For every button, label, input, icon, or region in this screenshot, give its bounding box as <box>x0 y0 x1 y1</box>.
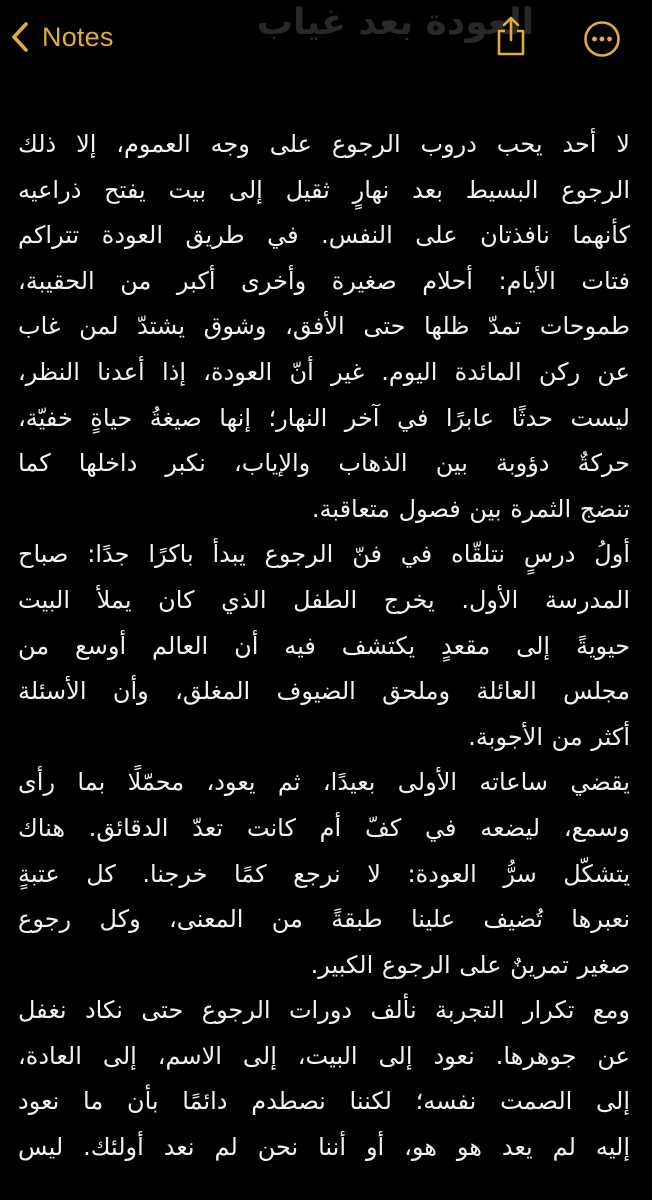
chevron-left-icon <box>10 21 30 53</box>
note-paragraph <box>18 122 630 532</box>
text-line: فتات الأيام: أحلام صغيرة وأخرى أكبر من الحقيبة، <box>18 266 630 295</box>
text-line: ليست حدثًا عابرًا في آخر النهار؛ إنها صيغةُ حياةٍ خفيّة، <box>18 403 630 432</box>
text-line: لا أحد يحب دروب الرجوع على وجه العموم، إلا ذلك <box>18 130 630 158</box>
note-title-faded: العودة بعد غياب <box>256 2 534 43</box>
text-line: وسمع، ليضعه في كفّ أم كانت تعدّ الدقائق. هناك <box>18 813 630 842</box>
note-paragraph <box>18 760 630 988</box>
text-line: عن جوهرها. نعود إلى البيت، إلى الاسم، إلى العادة، <box>18 1041 630 1070</box>
text-line: المدرسة الأول. يخرج الطفل الذي كان يملأ البيت <box>18 585 630 614</box>
back-button[interactable] <box>10 14 114 60</box>
text-line: مجلس العائلة وملحق الضيوف المغلق، وأن الأسئلة <box>18 677 630 706</box>
text-line: إلى الصمت نفسه؛ لكننا نصطدم دائمًا بأن ما نعود <box>18 1087 630 1116</box>
text-line: أولُ درسٍ نتلقّاه في فنّ الرجوع يبدأ باكرًا جدًا: صباح <box>18 540 630 569</box>
text-line: حيويةً إلى مقعدٍ يكتشف فيه أن العالم أوسع من <box>18 631 630 660</box>
text-line: نعبرها تُضيف علينا طبقةً من المعنى، وكل رجوع <box>18 905 630 934</box>
share-button[interactable] <box>492 14 530 58</box>
more-options-button[interactable] <box>583 20 621 58</box>
back-button-label: Notes <box>42 21 114 52</box>
text-line: إليه لم يعد هو هو، أو أننا نحن لم نعد أولئك. ليس <box>18 1133 630 1162</box>
text-line: حركةٌ دؤوبة بين الذهاب والإياب، نكبر داخلها كما <box>18 449 630 478</box>
text-line: يقضي ساعاته الأولى بعيدًا، ثم يعود، محمّلًا بما رأى <box>18 768 630 797</box>
text-line: صغير تمرينٌ على الرجوع الكبير. <box>310 950 630 979</box>
note-paragraph <box>18 988 630 1170</box>
text-line: كأنهما نافذتان على النفس. في طريق العودة تتراكم <box>18 221 630 250</box>
share-icon <box>492 14 530 58</box>
note-body[interactable] <box>0 122 652 1200</box>
text-line: تنضج الثمرة بين فصول متعاقبة. <box>311 494 630 523</box>
ellipsis-circle-icon <box>583 20 621 58</box>
text-line: يتشكّل سرُّ العودة: لا نرجع كمًا خرجنا. كل عتبةٍ <box>18 859 630 888</box>
text-line: عن ركن المائدة اليوم. غير أنّ العودة، إذا أعدنا النظر، <box>18 357 630 386</box>
text-line: ومع تكرار التجربة نألف دورات الرجوع حتى نكاد نغفل <box>18 996 630 1025</box>
text-line: أكثر من الأجوبة. <box>468 722 630 751</box>
text-line: الرجوع البسيط بعد نهارٍ ثقيل إلى بيت يفتح ذراعيه <box>18 175 630 204</box>
note-paragraph <box>18 532 630 760</box>
text-line: طموحات تمدّ ظلها حتى الأفق، وشوق يشتدّ لمن غاب <box>18 312 630 341</box>
navigation-bar <box>0 0 652 78</box>
